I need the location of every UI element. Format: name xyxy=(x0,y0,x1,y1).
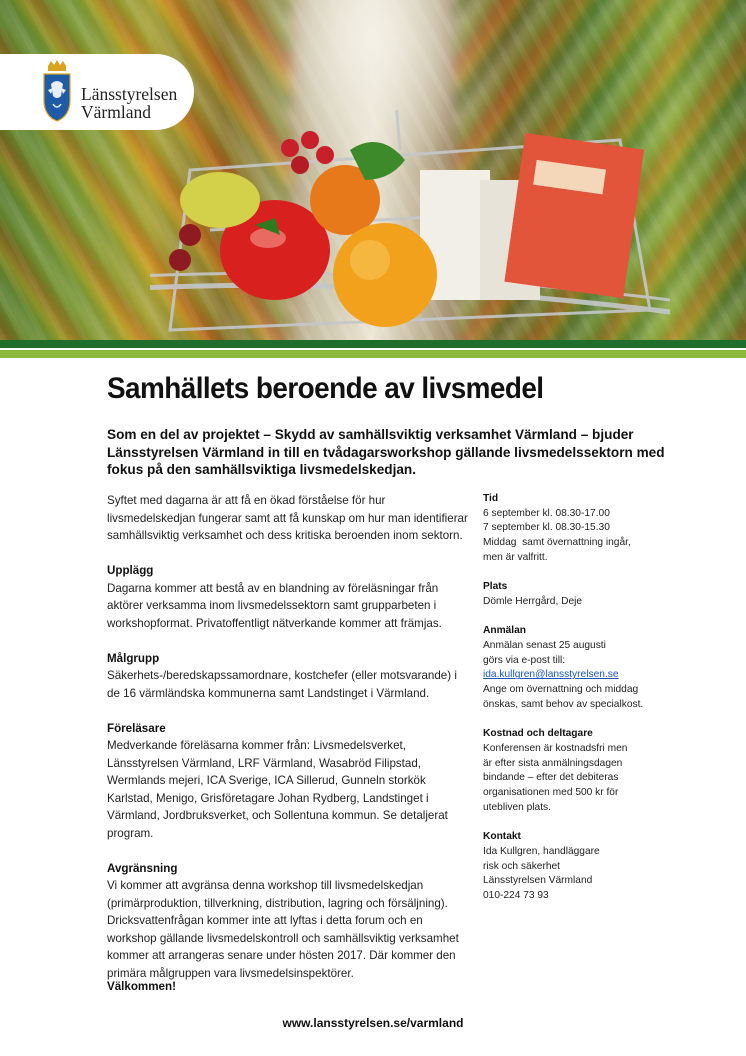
logo-org-line1: Länsstyrelsen xyxy=(81,84,178,104)
section-avgransning xyxy=(107,860,472,983)
section-heading: Avgränsning xyxy=(107,861,178,875)
section-text: Dagarna kommer att bestå av en blandning av föreläsningar från aktörer verksamma inom livsmedelssektorn samt grupparbeten i workshopformat. Privatoffentligt nätverkande kommer att främjas. xyxy=(107,581,442,630)
logo-badge xyxy=(0,54,194,130)
info-heading: Anmälan xyxy=(483,625,527,637)
info-line: önskas, samt behov av specialkost. xyxy=(483,698,644,710)
page-title: Samhällets beroende av livsmedel xyxy=(107,372,544,405)
main-column xyxy=(107,492,472,1000)
info-line: utebliven plats. xyxy=(483,801,551,813)
welcome-text: Välkommen! xyxy=(107,980,176,993)
email-link[interactable]: ida.kullgren@lansstyrelsen.se xyxy=(483,669,619,681)
info-line: bindande – efter det debiteras xyxy=(483,772,619,784)
info-heading: Tid xyxy=(483,493,499,504)
info-kontakt xyxy=(483,830,663,904)
footer-url[interactable]: www.lansstyrelsen.se/varmland xyxy=(282,1016,464,1030)
section-upplagg xyxy=(107,562,472,632)
info-heading: Plats xyxy=(483,581,508,593)
info-line: Länsstyrelsen Värmland xyxy=(483,875,593,887)
info-line: 7 september kl. 08.30-15.30 xyxy=(483,522,610,534)
info-line: Konferensen är kostnadsfri men xyxy=(483,742,628,754)
info-line: men är valfritt. xyxy=(483,551,548,563)
info-line: 6 september kl. 08.30-17.00 xyxy=(483,507,610,519)
section-heading: Upplägg xyxy=(107,564,154,577)
section-malgrupp xyxy=(107,650,472,703)
lead-section xyxy=(107,492,472,545)
section-text: Vi kommer att avgränsa denna workshop till livsmedelskedjan (primärproduktion, tillverkning, distribution, lagring och försäljning). Dricksvattenfrågan kommer inte att lyftas i detta forum och en workshop gällande livsmedelskontroll och samhällsviktig verksamhet kommer att arrangeras senare under hösten 2017. Där kommer den primära målgruppen vara livsmedelsinspektörer. xyxy=(107,879,459,980)
info-line: Anmälan senast 25 augusti xyxy=(483,640,606,651)
info-line: risk och säkerhet xyxy=(483,860,561,872)
section-heading: Målgrupp xyxy=(107,651,160,665)
info-tid xyxy=(483,492,663,566)
lead-paragraph: Syftet med dagarna är att få en ökad förståelse för hur livsmedelskedjan fungerar samt att få kunskap om hur man identifierar samhällsviktig verksamhet och dess kritiska beroenden inom sektorn. xyxy=(107,494,468,542)
logo-org-line2: Värmland xyxy=(81,102,151,122)
divider-bar-dark xyxy=(0,340,746,348)
info-line: görs via e-post till: xyxy=(483,654,566,666)
info-kostnad xyxy=(483,727,663,815)
shopping-cart-illustration xyxy=(150,110,670,340)
info-heading: Kostnad och deltagare xyxy=(483,728,593,740)
info-line: organisationen med 500 kr för xyxy=(483,787,619,799)
cart-svg xyxy=(150,110,670,340)
info-plats xyxy=(483,580,663,609)
info-line: Ida Kullgren, handläggare xyxy=(483,845,600,857)
info-line: Dömle Herrgård, Deje xyxy=(483,595,583,607)
divider-bar-light xyxy=(0,350,746,358)
coat-of-arms-icon xyxy=(42,60,72,122)
info-line: Middag samt övernattning ingår, xyxy=(483,537,631,549)
intro-paragraph: Som en del av projektet – Skydd av samhällsviktig verksamhet Värmland – bjuder Länsstyrelsen Värmland in till en tvådagarsworkshop gällande livsmedelssektorn med fokus på den samhällsviktiga livsmedelskedjan. xyxy=(107,427,665,477)
hero-image xyxy=(0,0,746,340)
info-line: är efter sista anmälningsdagen xyxy=(483,757,623,769)
info-anmalan xyxy=(483,624,663,712)
section-heading: Föreläsare xyxy=(107,721,166,735)
section-text: Medverkande föreläsarna kommer från: Livsmedelsverket, Länsstyrelsen Värmland, LRF Värmland, Wasabröd Filipstad, Wermlands mejeri, ICA Sverige, ICA Sillerud, Gunneln storkök Karlstad, Menigo, Grisföretagare Johan Rydberg, Landstinget i Värmland, Jordbruksverket, och Sollentuna kommun. Se detaljerat program. xyxy=(107,739,448,840)
info-heading: Kontakt xyxy=(483,831,521,843)
info-sidebar xyxy=(483,492,663,918)
info-line: Ange om övernattning och middag xyxy=(483,684,639,696)
info-line: 010-224 73 93 xyxy=(483,889,549,901)
section-text: Säkerhets-/beredskapssamordnare, kostchefer (eller motsvarande) i de 16 värmländska kommunerna samt Landstinget i Värmland. xyxy=(107,669,457,700)
section-forelasare xyxy=(107,720,472,843)
